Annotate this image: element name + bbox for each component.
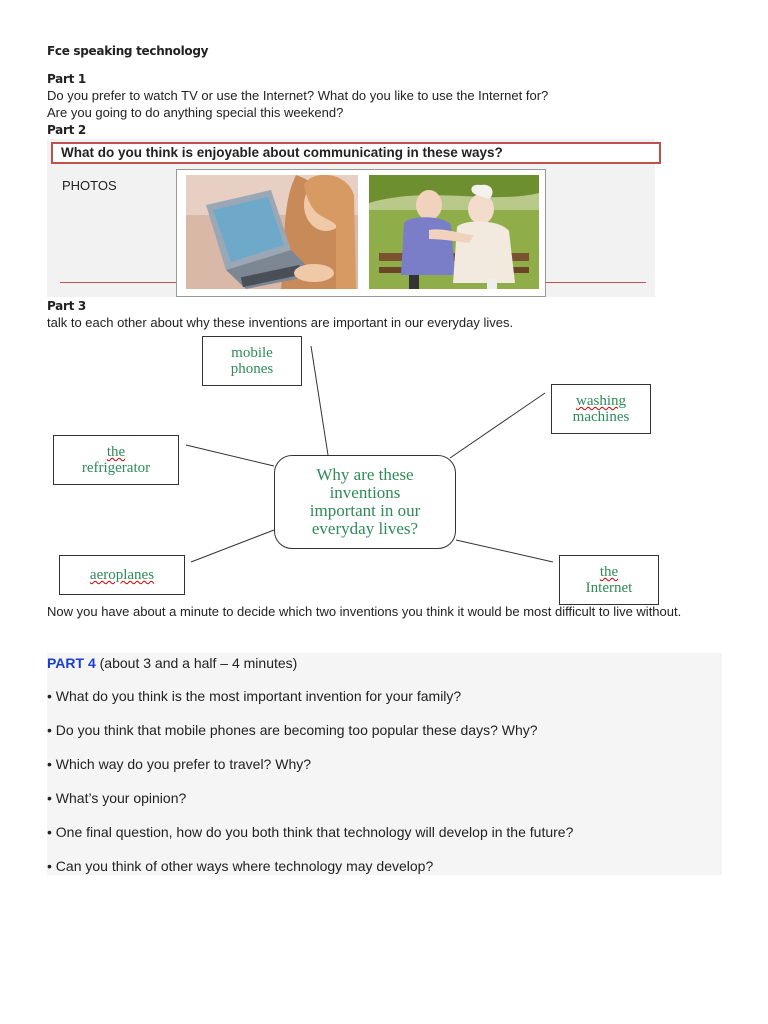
connector-mobile: [311, 346, 328, 455]
connector-aeroplanes: [191, 530, 274, 562]
part1-question-1: Do you prefer to watch TV or use the Internet? What do you like to use the Internet for?: [47, 88, 549, 103]
part3-instruction: talk to each other about why these inventions are important in our everyday lives.: [47, 315, 514, 330]
mindmap-center: Why are these inventions important in our everyday lives?: [274, 455, 456, 549]
node-washing-machines: washing machines: [551, 384, 651, 434]
node-internet: the Internet: [559, 555, 659, 605]
part4-question-5: • One final question, how do you both think that technology will develop in the future?: [47, 824, 574, 840]
document-title: Fce speaking technology: [47, 44, 209, 58]
node-refrigerator: the refrigerator: [53, 435, 179, 485]
part4-question-3: • Which way do you prefer to travel? Why?: [47, 756, 312, 772]
part4-question-6: • Can you think of other ways where technology may develop?: [47, 858, 434, 874]
part1-question-2: Are you going to do anything special this weekend?: [47, 105, 344, 120]
part4-question-1: • What do you think is the most important invention for your family?: [47, 688, 462, 704]
part4-title: PART 4: [47, 655, 96, 671]
part4-heading: [47, 655, 297, 671]
node-aeroplanes: aeroplanes: [59, 555, 185, 595]
part4-duration: (about 3 and a half – 4 minutes): [95, 655, 298, 671]
connector-washing: [450, 393, 545, 458]
part2-label: Part 2: [47, 123, 86, 137]
part2-question-bar: What do you think is enjoyable about communicating in these ways?: [51, 142, 661, 164]
part3-label: Part 3: [47, 299, 86, 313]
photos-label: PHOTOS: [62, 178, 117, 193]
node-mobile-phones: mobile phones: [202, 336, 302, 386]
connector-fridge: [186, 445, 274, 466]
part4-question-4: • What’s your opinion?: [47, 790, 187, 806]
connector-internet: [456, 540, 553, 562]
part1-label: Part 1: [47, 72, 86, 86]
part4-question-2: • Do you think that mobile phones are becoming too popular these days? Why?: [47, 722, 538, 738]
part3-followup: Now you have about a minute to decide which two inventions you think it would be most difficult to live without.: [47, 604, 682, 619]
